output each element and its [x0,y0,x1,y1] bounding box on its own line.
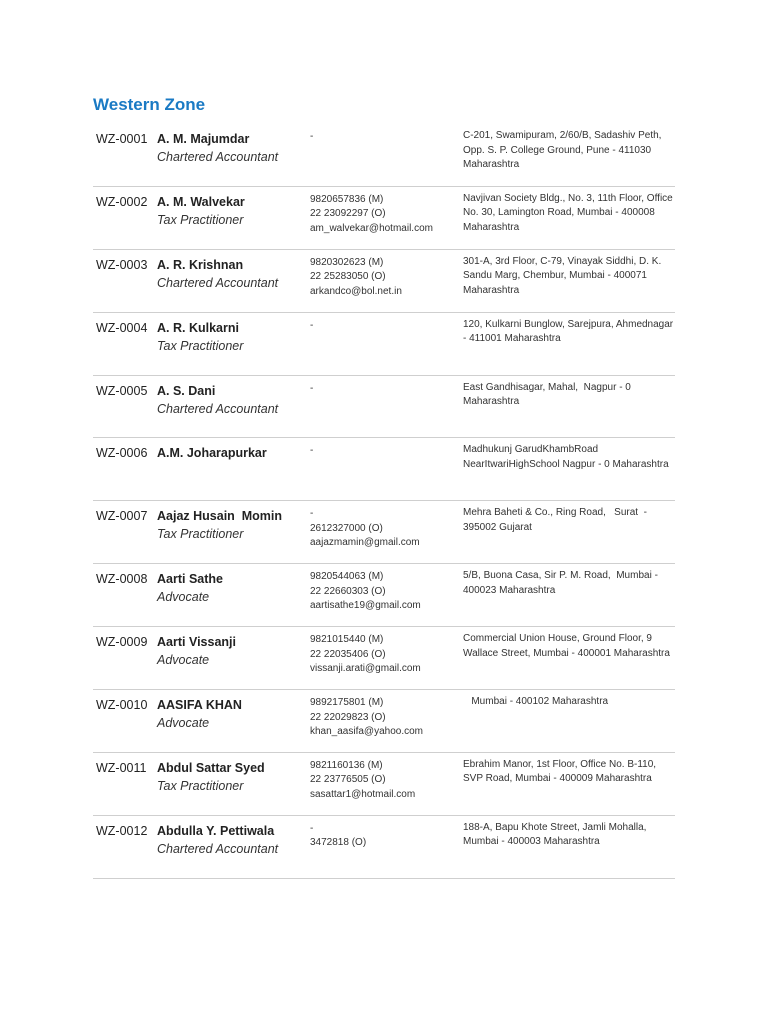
zone-title: Western Zone [93,95,206,114]
contact-line: - [310,131,314,142]
contact-line: 22 22035406 (O) [310,648,386,660]
contact-line: arkandco@bol.net.in [310,285,402,297]
entry-role: Chartered Accountant [157,275,279,290]
entry-code: WZ-0010 [96,698,148,713]
entry-name: Aajaz Husain Momin [157,509,283,524]
entry-contact [310,319,460,334]
entry-contact [310,130,460,145]
entry-role: Tax Practitioner [157,778,244,793]
entry-role: Chartered Accountant [157,401,279,416]
entry-name: A. M. Walvekar [157,194,245,209]
contact-line: 22 23776505 (O) [310,774,386,786]
entry-code: WZ-0006 [96,446,148,461]
entry-name: A.M. Joharapurkar [157,446,267,461]
contact-line: 9892175801 (M) [310,697,384,709]
entry-code: WZ-0003 [96,257,148,272]
directory-entry [93,690,675,753]
directory-entry [93,627,675,690]
entry-contact [310,444,460,459]
entry-contact [310,256,460,300]
contact-line: vissanji.arati@gmail.com [310,663,421,675]
entry-address: 188-A, Bapu Khote Street, Jamli Mohalla, Mumbai - 400003 Maharashtra [463,821,650,848]
entry-role: Tax Practitioner [157,338,244,353]
entry-address: Madhukunj GarudKhambRoad NearItwariHighSchool Nagpur - 0 Maharashtra [463,444,669,470]
entry-address: Mehra Baheti & Co., Ring Road, Surat - 395002 Gujarat [463,507,650,533]
contact-line: aajazmamin@gmail.com [310,537,420,549]
entry-role: Tax Practitioner [157,527,244,542]
directory-entry [93,501,675,564]
contact-line: 22 22029823 (O) [310,711,386,723]
directory-entry [93,313,675,376]
entry-address: 301-A, 3rd Floor, C-79, Vinayak Siddhi, D. K. Sandu Marg, Chembur, Mumbai - 400071 Maharashtra [463,255,665,296]
entry-role: Tax Practitioner [157,212,244,227]
entry-address: C-201, Swamipuram, 2/60/B, Sadashiv Peth, Opp. S. P. College Ground, Pune - 411030 Maharashtra [463,130,665,170]
entry-address: 5/B, Buona Casa, Sir P. M. Road, Mumbai - 400023 Maharashtra [463,570,661,596]
entry-contact [310,507,460,551]
contact-line: aartisathe19@gmail.com [310,600,421,612]
directory-entry [93,564,675,627]
contact-line: 2612327000 (O) [310,522,383,534]
contact-line: 22 22660303 (O) [310,585,386,597]
entry-role: Advocate [157,653,210,668]
entry-address: Navjivan Society Bldg., No. 3, 11th Floor, Office No. 30, Lamington Road, Mumbai - 400008 Maharashtra [463,192,676,233]
entry-code: WZ-0007 [96,509,148,524]
entry-code: WZ-0012 [96,823,148,838]
directory-list [93,124,675,879]
entry-name: A. R. Kulkarni [157,320,239,335]
entry-name: Aarti Vissanji [157,635,236,650]
directory-entry [93,753,675,816]
directory-entry [93,250,675,313]
entry-contact [310,759,460,803]
contact-line: - [310,382,314,394]
contact-line: 22 23092297 (O) [310,208,386,220]
entry-contact [310,696,460,740]
entry-address: Mumbai - 400102 Maharashtra [463,696,609,708]
contact-line: - [310,822,314,834]
entry-name: Abdul Sattar Syed [157,760,265,775]
contact-line: - [310,319,314,331]
entry-code: WZ-0004 [96,320,148,335]
entry-contact [310,382,460,397]
contact-line: 9821160136 (M) [310,759,383,771]
entry-address: 120, Kulkarni Bunglow, Sarejpura, Ahmednagar - 411001 Maharashtra [463,318,676,345]
contact-line: - [310,508,314,520]
entry-contact [310,633,460,677]
contact-line: 9821015440 (M) [310,634,384,646]
directory-entry [93,438,675,501]
entry-name: Abdulla Y. Pettiwala [157,823,275,838]
entry-code: WZ-0009 [96,635,148,650]
directory-entry [93,376,675,439]
entry-role: Chartered Accountant [157,150,279,164]
entry-address: Ebrahim Manor, 1st Floor, Office No. B-110, SVP Road, Mumbai - 400009 Maharashtra [463,758,659,785]
directory-entry [93,816,675,879]
entry-role: Advocate [157,716,210,731]
entry-code: WZ-0011 [96,760,147,775]
contact-line: 22 25283050 (O) [310,271,386,283]
entry-code: WZ-0005 [96,383,148,398]
contact-line: khan_aasifa@yahoo.com [310,726,423,738]
entry-name: A. M. Majumdar [157,132,250,146]
contact-line: - [310,445,314,457]
contact-line: 9820544063 (M) [310,571,384,583]
entry-code: WZ-0001 [96,132,148,146]
entry-role: Chartered Accountant [157,841,279,856]
entry-contact [310,822,460,851]
entry-name: Aarti Sathe [157,572,223,587]
contact-line: 9820657836 (M) [310,193,384,205]
entry-name: A. S. Dani [157,383,216,398]
contact-line: 3472818 (O) [310,837,367,849]
entry-address: Commercial Union House, Ground Floor, 9 Wallace Street, Mumbai - 400001 Maharashtra [463,633,670,659]
entry-name: AASIFA KHAN [157,698,242,713]
directory-entry [93,187,675,250]
entry-code: WZ-0002 [96,194,148,209]
contact-line: 9820302623 (M) [310,256,384,268]
entry-contact [310,193,460,237]
entry-contact [310,570,460,614]
contact-line: sasattar1@hotmail.com [310,788,416,800]
entry-name: A. R. Krishnan [157,257,244,272]
entry-role: Advocate [157,590,210,605]
directory-entry [93,124,675,187]
entry-address: East Gandhisagar, Mahal, Nagpur - 0 Maharashtra [463,381,634,408]
contact-line: am_walvekar@hotmail.com [310,222,433,234]
entry-code: WZ-0008 [96,572,148,587]
